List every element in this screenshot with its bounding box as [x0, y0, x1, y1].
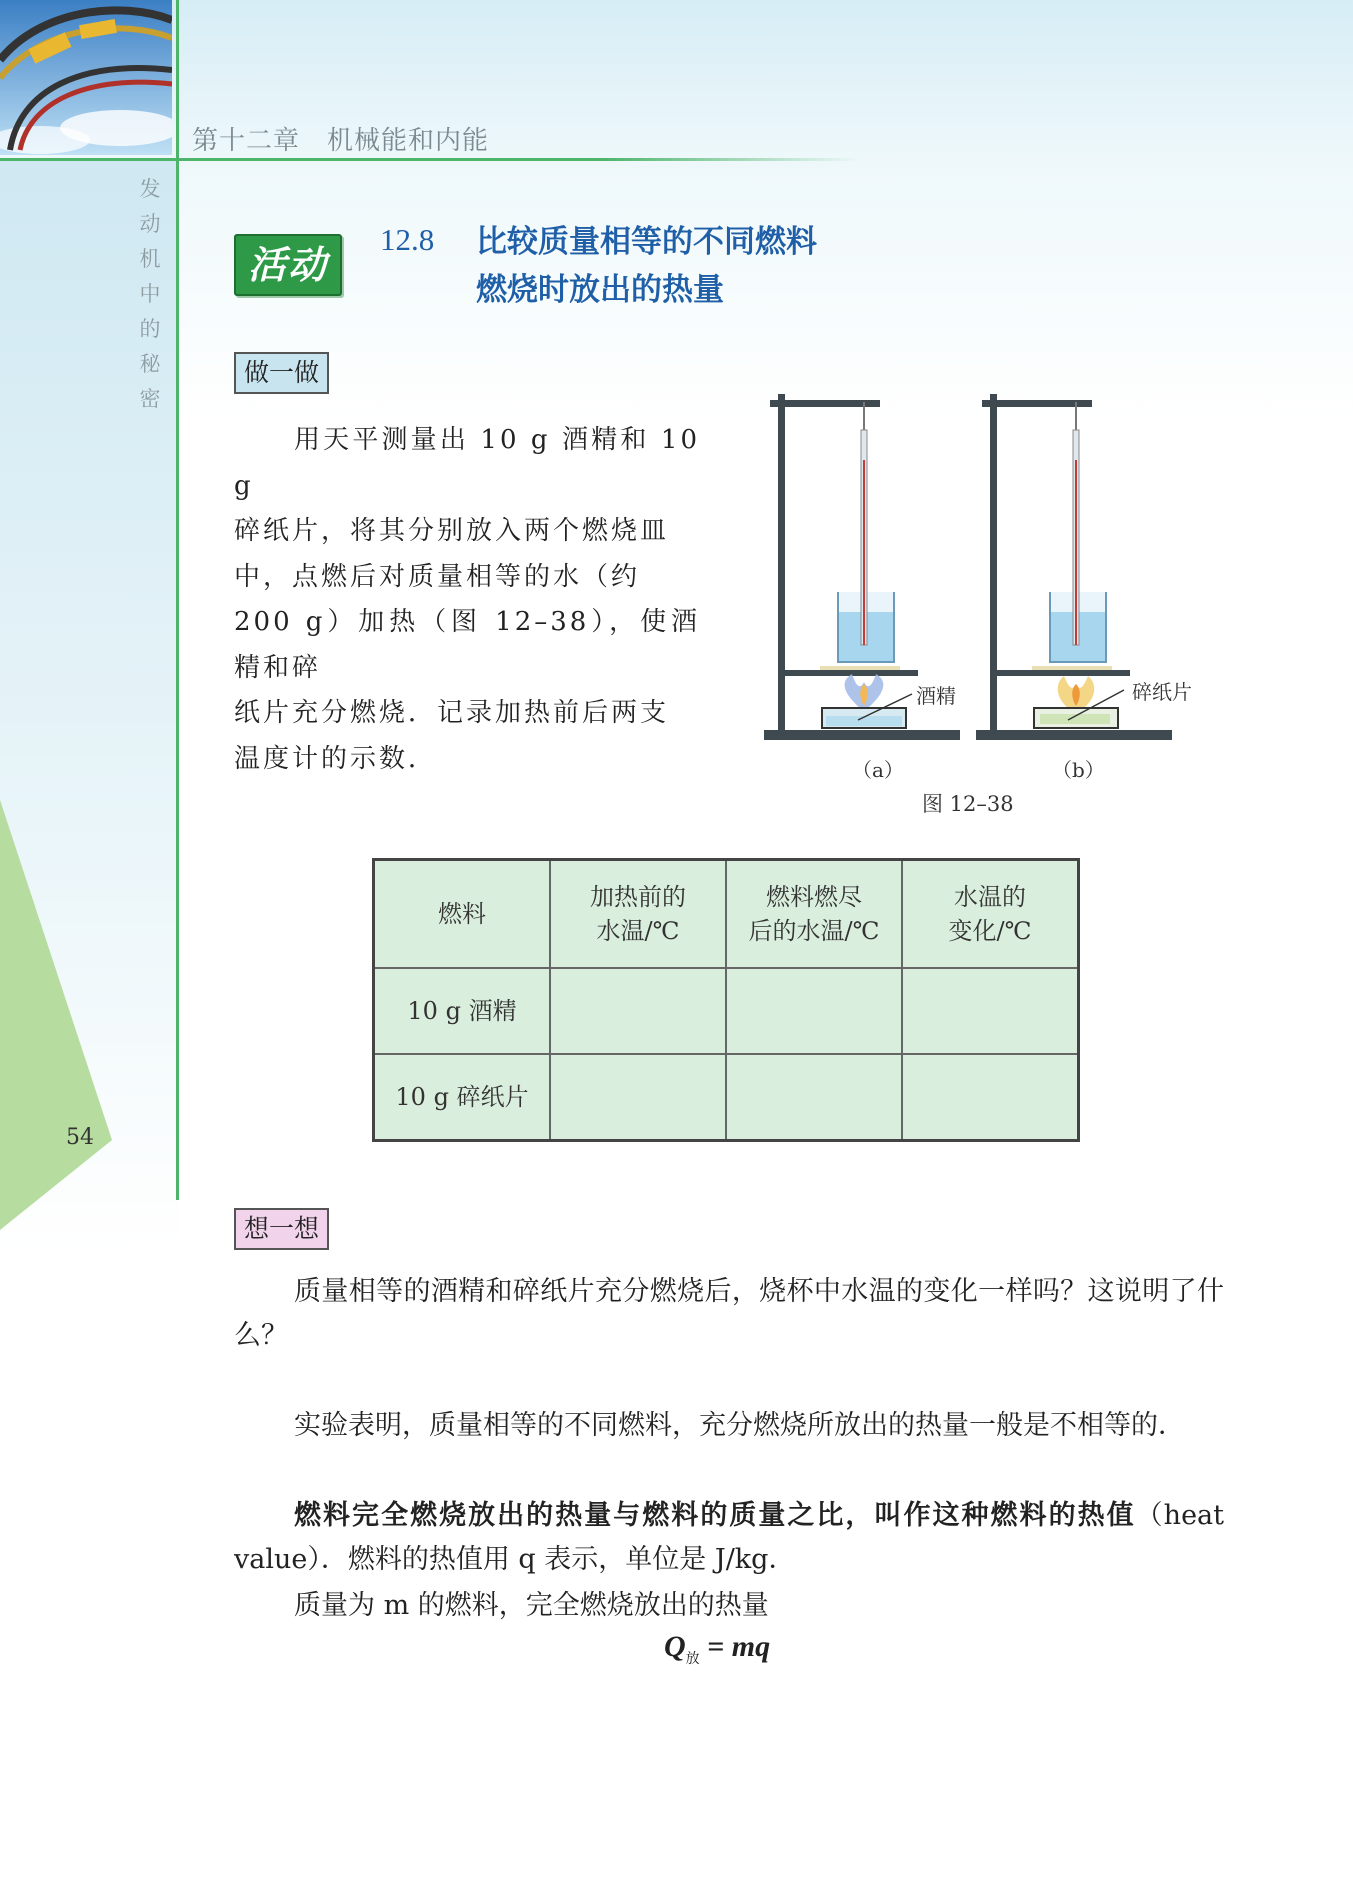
formula-subscript: 放: [685, 1652, 700, 1667]
figure-caption: 图 12–38: [922, 792, 1014, 816]
table-cell: [550, 968, 726, 1054]
section-char: 发: [139, 177, 161, 201]
header-text: 后的水温/℃: [748, 917, 880, 945]
heat-formula: [664, 1630, 770, 1668]
activity-title-line1: 比较质量相等的不同燃料: [476, 224, 817, 260]
result-text: 实验表明，质量相等的不同燃料，充分燃烧所放出的热量一般是不相等的．: [294, 1410, 1185, 1441]
definition-rest-text: （heat value）．燃料的热值用 q 表示，单位是 J/kg．: [234, 1500, 1224, 1575]
page-number: 54: [66, 1125, 94, 1150]
mass-heat-sentence: [234, 1584, 1224, 1628]
table-cell: 10 g 酒精: [374, 968, 551, 1054]
section-char: 的: [139, 317, 161, 341]
instruction-line: 中，点燃后对质量相等的水（约: [234, 561, 641, 592]
table-cell: [726, 968, 902, 1054]
header-text: 加热前的: [590, 883, 686, 911]
section-char: 秘: [139, 352, 161, 376]
question-text: 质量相等的酒精和碎纸片充分燃烧后，烧杯中水温的变化一样吗？这说明了什么？: [234, 1276, 1224, 1351]
instruction-line: 用天平测量出 10 g 酒精和 10 g: [234, 425, 700, 501]
header-text: 燃料: [438, 900, 486, 928]
table-cell: 10 g 碎纸片: [374, 1054, 551, 1141]
do-it-tag: 做一做: [234, 352, 329, 394]
label-paper-scraps: 碎纸片: [1132, 680, 1192, 704]
think-question: [234, 1270, 1224, 1358]
header-text: 水温/℃: [596, 917, 680, 945]
definition-paragraph: [234, 1494, 1224, 1582]
decorative-green-wedge: [0, 800, 120, 1250]
instruction-line: 碎纸片，将其分别放入两个燃烧皿: [234, 516, 670, 546]
activity-badge: 活动: [234, 234, 342, 296]
header-text: 燃料燃尽: [766, 883, 862, 911]
header-rule: [0, 158, 860, 161]
header-temp-change: [902, 860, 1079, 969]
header-text: 变化/℃: [948, 917, 1032, 945]
section-char: 中: [139, 282, 161, 306]
activity-title-line2: 燃烧时放出的热量: [476, 272, 724, 308]
mass-text: 质量为 m 的燃料，完全燃烧放出的热量: [294, 1590, 769, 1621]
figure-label-b: （b）: [1052, 758, 1105, 782]
table-cell: [726, 1054, 902, 1141]
header-temp-before: [550, 860, 726, 969]
chapter-title: 第十二章 机械能和内能: [192, 126, 490, 156]
figure-label-a: （a）: [852, 758, 904, 782]
label-alcohol: 酒精: [916, 684, 956, 708]
instruction-line: 纸片充分燃烧．记录加热前后两支: [234, 698, 670, 728]
heat-value-definition: [234, 1494, 1224, 1582]
formula-q: Q: [664, 1630, 686, 1663]
experiment-apparatus-figure: [760, 390, 1180, 750]
table-row: [374, 968, 1079, 1054]
do-it-instructions: [234, 418, 700, 782]
instruction-line: 200 g）加热（图 12–38），使酒精和碎: [234, 607, 700, 683]
activity-title: [476, 218, 896, 314]
data-table: [372, 858, 1080, 1142]
instruction-line: 温度计的示数．: [234, 743, 438, 774]
think-about-it-tag: 想一想: [234, 1208, 329, 1250]
section-char: 动: [139, 212, 161, 236]
formula-rhs: = mq: [699, 1630, 771, 1663]
section-char: 密: [139, 387, 161, 411]
header-fuel: [374, 860, 551, 969]
activity-number: 12.8: [380, 222, 435, 257]
table-cell: [550, 1054, 726, 1141]
table-cell: [902, 968, 1079, 1054]
experiment-result: [234, 1404, 1224, 1448]
header-temp-after: [726, 860, 902, 969]
table-row: [374, 1054, 1079, 1141]
section-char: 机: [139, 247, 161, 271]
definition-bold-text: 燃料完全燃烧放出的热量与燃料的质量之比，叫作这种燃料的热值: [294, 1500, 1136, 1531]
table-header-row: [374, 860, 1079, 969]
table-cell: [902, 1054, 1079, 1141]
roller-coaster-image: [0, 0, 172, 155]
section-title-vertical: [138, 172, 162, 417]
vertical-divider: [176, 0, 179, 1200]
header-text: 水温的: [954, 883, 1026, 911]
